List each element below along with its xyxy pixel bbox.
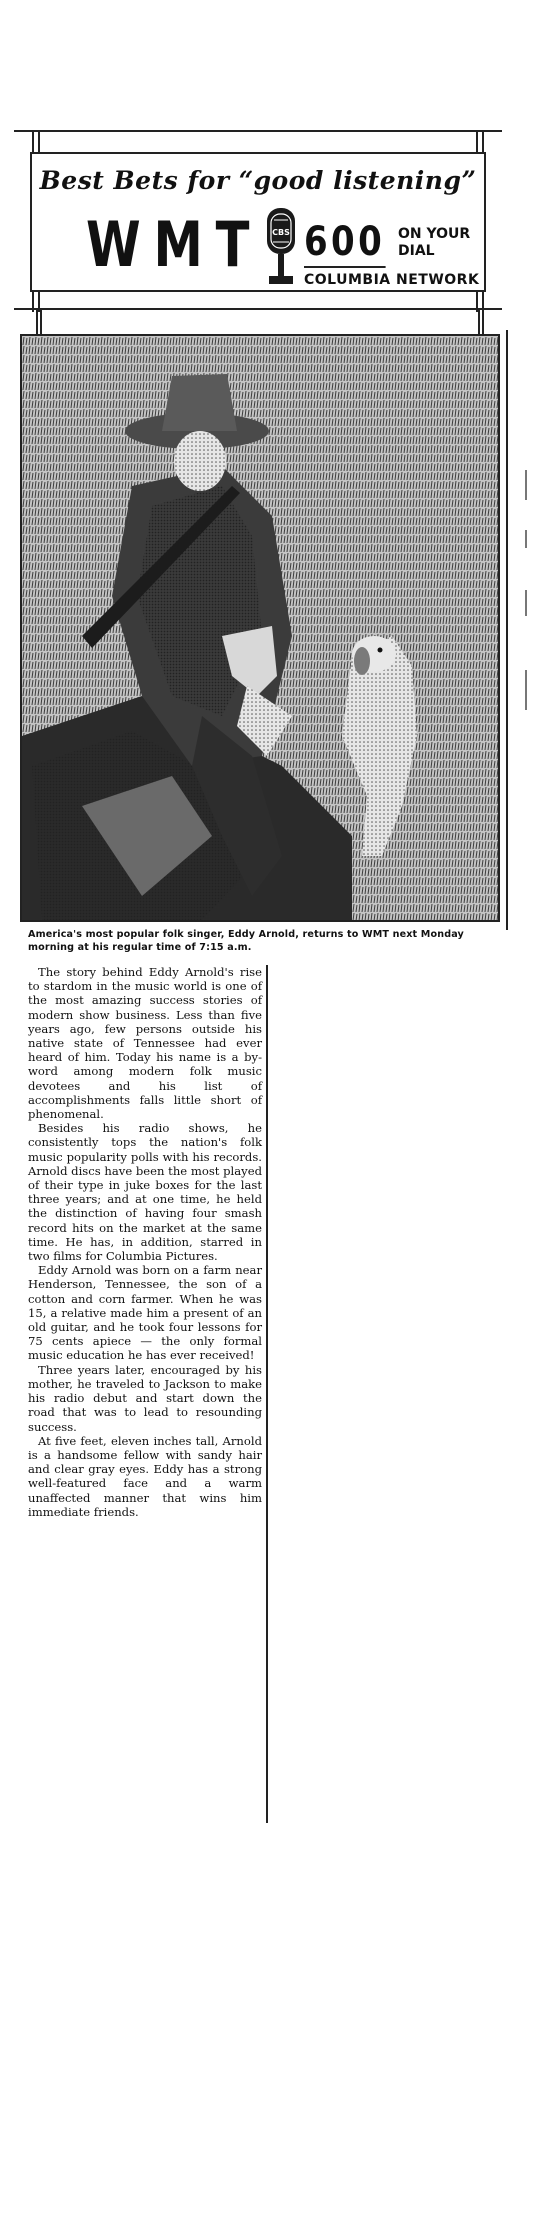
column-rule: [266, 965, 268, 1823]
article-paragraph: The story behind Eddy Arnold's rise to stardom in the music world is one of the most amazing success stories of modern show business. Less than five years ago, few persons outside his native state of Tennessee had ever heard of him. Today his name is a by-word among modern folk music devotees and his list of accomplishments falls little short of phenomenal.: [28, 965, 262, 1122]
border-tick: [32, 290, 34, 312]
edge-marks: [524, 470, 528, 730]
ad-frame: [30, 152, 486, 292]
article-body: [28, 965, 262, 1519]
ad-tagline: Best Bets for “good listening”: [39, 166, 477, 195]
microphone-icon: [264, 206, 298, 288]
border-tick: [476, 130, 478, 152]
column-rule: [478, 310, 480, 334]
network-name: COLUMBIA NETWORK: [304, 272, 480, 288]
wmt-advertisement: [14, 130, 502, 310]
article-paragraph: Eddy Arnold was born on a farm near Henderson, Tennessee, the son of a cotton and corn farmer. When he was 15, a relative made him a present of an old guitar, and he took four lessons for 75 cents apiece — the only formal music education he has ever received!: [28, 1263, 262, 1363]
photo-caption: America's most popular folk singer, Eddy Arnold, returns to WMT next Monday morning at his regular time of 7:15 a.m.: [28, 929, 464, 953]
dial-line-2: DIAL: [398, 243, 435, 259]
eddy-arnold-photo: [20, 334, 500, 922]
border-tick: [482, 130, 484, 152]
article-paragraph: At five feet, eleven inches tall, Arnold is a handsome fellow with sandy hair and clear gray eyes. Eddy has a strong well-featured face and a warm unaffected manner that wins him immediate friends.: [28, 1433, 262, 1519]
column-rule: [36, 310, 38, 334]
dial-line-1: ON YOUR: [398, 226, 471, 242]
photo-image: [22, 336, 498, 920]
dial-text: [398, 226, 470, 260]
call-letters: WMT: [86, 208, 263, 281]
border-tick: [482, 290, 484, 312]
border-tick: [476, 290, 478, 312]
frequency: 600: [304, 220, 385, 268]
border-tick: [38, 290, 40, 312]
column-rule: [482, 310, 484, 334]
border-tick: [38, 130, 40, 152]
article-paragraph: Besides his radio shows, he consistently tops the nation's folk music popularity polls with his records. Arnold discs have been the most played of their type in juke boxes for the last three years; and at one time, he held the distinction of having four smash record hits on the market at the same time. He has, in addition, starred in two films for Columbia Pictures.: [28, 1121, 262, 1264]
column-rule: [40, 310, 42, 334]
page-edge-rule: [506, 330, 508, 930]
mic-badge: CBS: [272, 228, 290, 237]
border-tick: [32, 130, 34, 152]
article-paragraph: Three years later, encouraged by his mother, he traveled to Jackson to make his radio debut and start down the road that was to lead to resounding success.: [28, 1362, 262, 1434]
